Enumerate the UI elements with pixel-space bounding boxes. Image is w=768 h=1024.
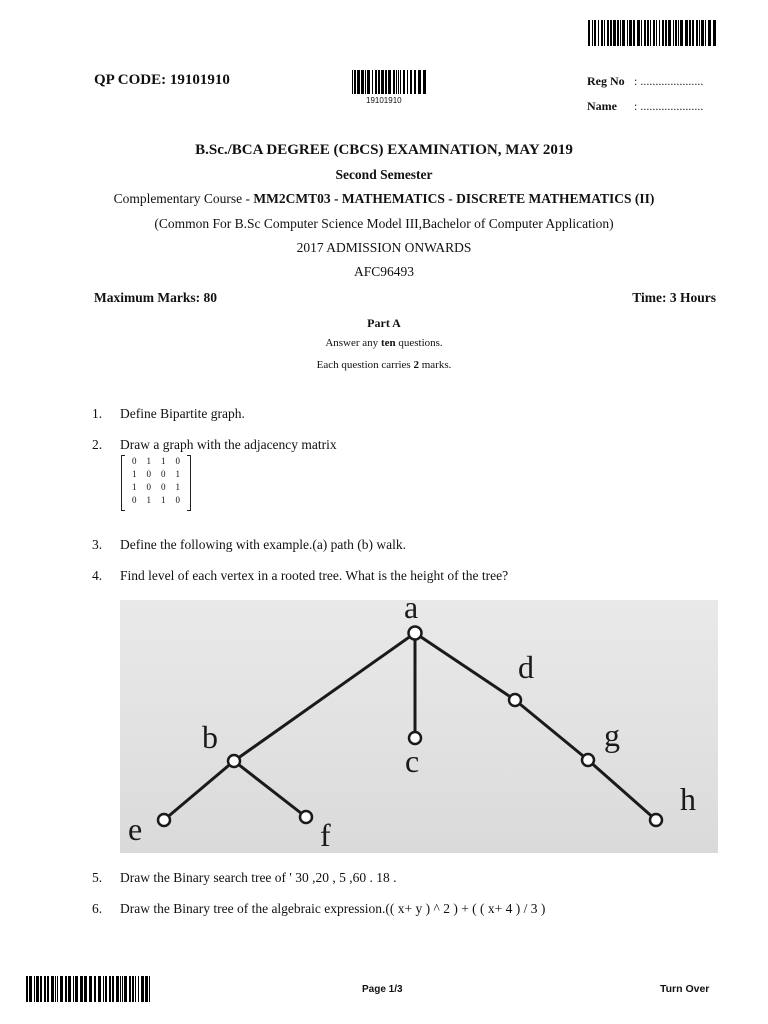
rooted-tree-diagram — [120, 600, 718, 853]
instruction-1-pre: Answer any — [325, 337, 381, 349]
footer-barcode — [26, 976, 156, 1002]
matrix-cell: 0 — [146, 482, 151, 492]
question-number: 3. — [92, 537, 103, 552]
course-prefix: Complementary Course - — [113, 191, 254, 206]
label-b: b — [202, 719, 218, 755]
edge-d-g — [515, 700, 588, 760]
instruction-2-post: marks. — [418, 359, 452, 371]
vertex-f — [300, 811, 312, 823]
part-title: Part A — [367, 316, 401, 330]
matrix-cell: 1 — [146, 495, 151, 505]
matrix-cell: 0 — [146, 469, 151, 479]
adjacency-matrix — [121, 455, 191, 511]
matrix-cell: 1 — [132, 482, 137, 492]
max-marks: Maximum Marks: 80 — [94, 290, 217, 305]
matrix-row — [122, 455, 190, 468]
exam-title: B.Sc./BCA DEGREE (CBCS) EXAMINATION, MAY 2019 — [195, 142, 573, 158]
edge-b-f — [234, 761, 306, 817]
question-text: Define the following with example.(a) path (b) walk. — [120, 537, 407, 552]
label-f: f — [320, 817, 331, 853]
rooted-tree-image — [120, 600, 718, 853]
question-number: 4. — [92, 568, 103, 583]
matrix-cell: 0 — [161, 482, 166, 492]
edge-g-h — [588, 760, 656, 820]
matrix-row — [122, 468, 190, 481]
course-name: MM2CMT03 - MATHEMATICS - DISCRETE MATHEMATICS (II) — [253, 191, 655, 206]
label-a: a — [404, 600, 419, 625]
label-g: g — [604, 717, 620, 753]
name-label: Name — [587, 99, 617, 113]
vertex-h — [650, 814, 662, 826]
reg-no-label: Reg No — [587, 74, 625, 88]
matrix-cell: 0 — [132, 495, 137, 505]
name-field[interactable]: : ..................... — [634, 99, 704, 113]
matrix-row — [122, 481, 190, 494]
question-text: Draw the Binary search tree of ' 30 ,20 , 5 ,60 . 18 . — [120, 870, 397, 885]
label-e: e — [128, 811, 143, 847]
label-c: c — [405, 743, 420, 779]
question-number: 6. — [92, 901, 103, 916]
instruction-1-post: questions. — [395, 337, 443, 349]
vertex-g — [582, 754, 594, 766]
admission: 2017 ADMISSION ONWARDS — [296, 240, 472, 255]
matrix-cell: 0 — [132, 456, 137, 466]
matrix-cell: 0 — [175, 495, 180, 505]
matrix-cell: 1 — [175, 469, 180, 479]
matrix-cell: 1 — [175, 482, 180, 492]
instruction-1 — [0, 337, 768, 349]
matrix-cell: 0 — [175, 456, 180, 466]
qp-barcode-text: 19101910 — [366, 96, 402, 105]
question-3 — [92, 537, 406, 553]
matrix-cell: 1 — [161, 456, 166, 466]
question-6 — [92, 901, 545, 917]
edge-a-b — [234, 633, 415, 761]
edge-a-d — [415, 633, 515, 700]
question-2 — [92, 437, 337, 453]
matrix-cell: 0 — [161, 469, 166, 479]
question-4 — [92, 568, 508, 584]
course-line — [0, 191, 768, 207]
question-number: 5. — [92, 870, 103, 885]
label-h: h — [680, 781, 696, 817]
reg-no-field[interactable]: : ..................... — [634, 74, 704, 88]
matrix-cell: 1 — [146, 456, 151, 466]
vertex-b — [228, 755, 240, 767]
edge-b-e — [164, 761, 234, 820]
top-right-barcode — [588, 20, 718, 46]
matrix-cell: 1 — [161, 495, 166, 505]
instruction-2-bold: 2 — [413, 359, 419, 371]
turn-over: Turn Over — [660, 983, 710, 995]
question-text: Find level of each vertex in a rooted tree. What is the height of the tree? — [120, 568, 509, 583]
question-1 — [92, 406, 245, 422]
question-number: 1. — [92, 406, 103, 421]
question-text: Draw the Binary tree of the algebraic expression.(( x+ y ) ^ 2 ) + ( ( x+ 4 ) / 3 ) — [120, 901, 546, 916]
label-d: d — [518, 649, 534, 685]
question-text: Draw a graph with the adjacency matrix — [120, 437, 337, 452]
matrix-cell: 1 — [132, 469, 137, 479]
semester: Second Semester — [335, 167, 433, 182]
vertex-a — [409, 627, 422, 640]
question-5 — [92, 870, 396, 886]
question-text: Define Bipartite graph. — [120, 406, 245, 421]
common-for: (Common For B.Sc Computer Science Model III,Bachelor of Computer Application) — [154, 216, 614, 231]
vertex-e — [158, 814, 170, 826]
page-number: Page 1/3 — [362, 984, 403, 995]
instruction-1-bold: ten — [380, 337, 396, 349]
instruction-2-pre: Each question carries — [316, 359, 414, 371]
vertex-d — [509, 694, 521, 706]
time-allowed: Time: 3 Hours — [632, 290, 716, 305]
instruction-2 — [0, 359, 768, 371]
qp-barcode — [352, 70, 430, 94]
question-number: 2. — [92, 437, 103, 452]
qp-code: QP CODE: 19101910 — [94, 72, 230, 88]
matrix-row — [122, 494, 190, 507]
exam-code: AFC96493 — [353, 264, 414, 279]
